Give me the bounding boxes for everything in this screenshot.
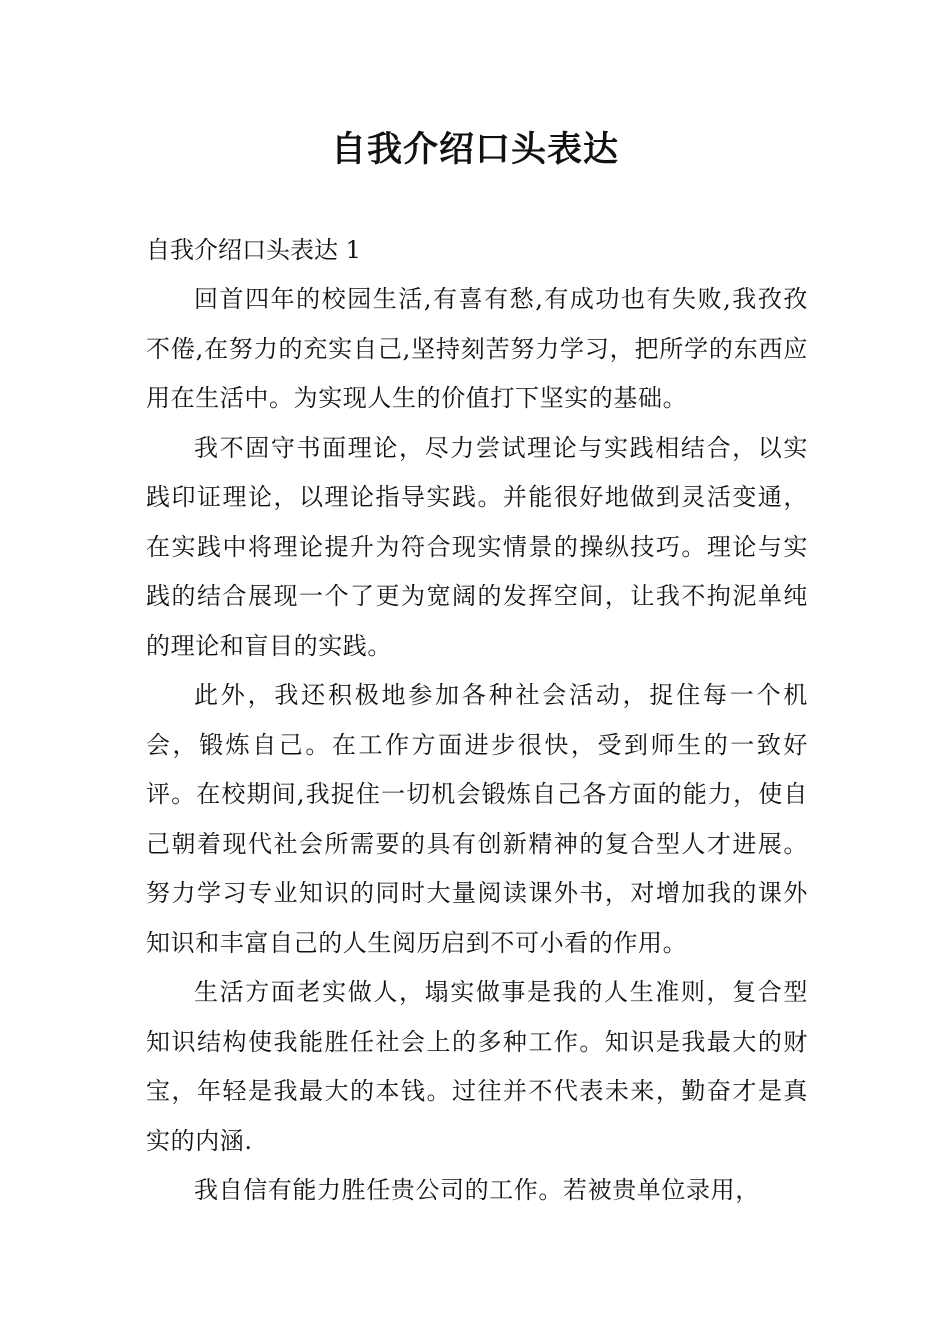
document-title: 自我介绍口头表达 bbox=[330, 130, 619, 170]
document-body bbox=[146, 225, 808, 1216]
paragraph-2: 我不固守书面理论，尽力尝试理论与实践相结合，以实践印证理论，以理论指导实践。并能很好地做到灵活变通，在实践中将理论提升为符合现实情景的操纵技巧。理论与实践的结合展现一个了更为宽阔的发挥空间，让我不拘泥单纯的理论和盲目的实践。 bbox=[146, 433, 808, 660]
paragraph-5: 我自信有能力胜任贵公司的工作。若被贵单位录用， bbox=[194, 1176, 760, 1204]
section-heading: 自我介绍口头表达 1 bbox=[146, 236, 361, 264]
paragraph-4: 生活方面老实做人，塌实做事是我的人生准则，复合型知识结构使我能胜任社会上的多种工作。知识是我最大的财宝，年轻是我最大的本钱。过往并不代表未来，勤奋才是真实的内涵. bbox=[146, 978, 808, 1155]
paragraph-3: 此外，我还积极地参加各种社会活动，捉住每一个机会，锻炼自己。在工作方面进步很快，受到师生的一致好评。在校期间,我捉住一切机会锻炼自己各方面的能力，使自己朝着现代社会所需要的具有创新精神的复合型人才进展。努力学习专业知识的同时大量阅读课外书，对增加我的课外知识和丰富自己的人生阅历启到不可小看的作用。 bbox=[146, 681, 808, 957]
paragraph-1: 回首四年的校园生活,有喜有愁,有成功也有失败,我孜孜不倦,在努力的充实自己,坚持刻苦努力学习，把所学的东西应用在生活中。为实现人生的价值打下坚实的基础。 bbox=[146, 285, 808, 412]
